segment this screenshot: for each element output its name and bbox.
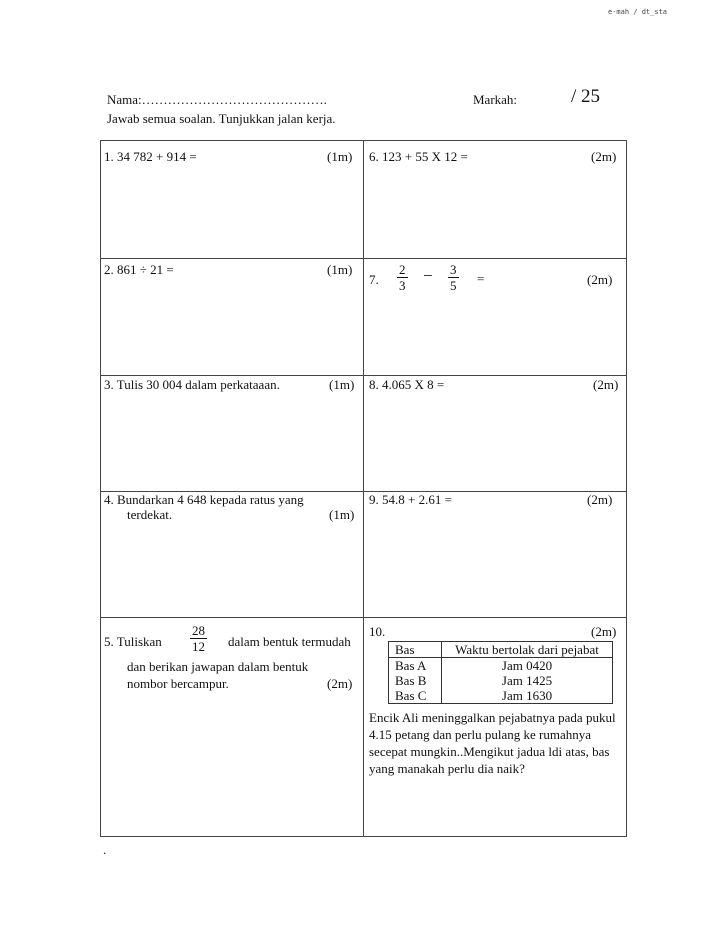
fraction-2-numerator: 3 (450, 262, 457, 277)
q5-fraction-numerator: 28 (192, 623, 205, 638)
markah-label: Markah: (473, 92, 518, 107)
question-4-marks: (1m) (329, 507, 355, 522)
question-1-marks: (1m) (327, 149, 353, 164)
table-cell: Bas A (389, 658, 442, 674)
question-6-marks: (2m) (591, 149, 617, 164)
footer-mark: . (103, 842, 107, 857)
question-7-marks: (2m) (587, 272, 613, 287)
table-header-cell: Bas (389, 642, 442, 658)
table-row (389, 688, 613, 704)
question-7-number: 7. (369, 272, 379, 287)
table-row (389, 658, 613, 674)
table-cell: Jam 1425 (442, 673, 613, 688)
question-7-operator: − (423, 266, 433, 285)
question-5-prefix: 5. Tuliskan (104, 634, 162, 649)
question-9-marks: (2m) (587, 492, 613, 507)
question-5-line-2: dan berikan jawapan dalam bentuk (127, 659, 309, 674)
question-grid (100, 140, 627, 837)
fraction-1-denominator: 3 (399, 278, 406, 293)
row-divider (101, 617, 626, 618)
name-field-line: Nama:……………………………………. (107, 92, 327, 107)
question-8-text: 8. 4.065 X 8 = (369, 377, 445, 392)
question-5-suffix: dalam bentuk termudah (228, 634, 351, 649)
question-6-text: 6. 123 + 55 X 12 = (369, 149, 468, 164)
row-divider (101, 258, 626, 259)
corner-mark: e-mah / dt_sta (608, 8, 668, 16)
question-10-number: 10. (369, 624, 386, 639)
question-3-marks: (1m) (329, 377, 355, 392)
question-7-fraction-2 (448, 262, 459, 293)
instruction-text: Jawab semua soalan. Tunjukkan jalan kerja. (107, 111, 336, 126)
fraction-1-numerator: 2 (399, 262, 406, 277)
markah-score: / 25 (571, 86, 601, 107)
column-divider (363, 141, 364, 836)
fraction-2-denominator: 5 (450, 278, 457, 293)
q5-fraction-denominator: 12 (192, 639, 205, 654)
bus-schedule-table (388, 641, 613, 704)
question-9-text: 9. 54.8 + 2.61 = (369, 492, 452, 507)
question-10-marks: (2m) (591, 624, 617, 639)
table-cell: Jam 1630 (442, 688, 613, 704)
table-cell: Jam 0420 (442, 658, 613, 674)
table-cell: Bas B (389, 673, 442, 688)
question-4-line-2: terdekat. (127, 507, 173, 522)
question-8-marks: (2m) (593, 377, 619, 392)
table-row (389, 673, 613, 688)
table-header-cell: Waktu bertolak dari pejabat (442, 642, 613, 658)
table-cell: Bas C (389, 688, 442, 704)
question-5-line-3: nombor bercampur. (127, 676, 229, 691)
question-2-text: 2. 861 ÷ 21 = (104, 262, 174, 277)
question-5-fraction (190, 623, 207, 654)
question-10-paragraph: Encik Ali meninggalkan pejabatnya pada pukul 4.15 petang dan perlu pulang ke rumahnya secepat mungkin..Mengikut jadua ldi atas, bas yang manakah perlu dia naik? (369, 710, 616, 776)
question-5-marks: (2m) (327, 676, 353, 691)
question-7-equals: = (477, 271, 485, 286)
question-4-line-1: 4. Bundarkan 4 648 kepada ratus yang (104, 492, 304, 507)
question-2-marks: (1m) (327, 262, 353, 277)
row-divider (101, 375, 626, 376)
table-header-row (389, 642, 613, 658)
question-7-fraction-1 (397, 262, 408, 293)
question-1-text: 1. 34 782 + 914 = (104, 149, 197, 164)
question-3-text: 3. Tulis 30 004 dalam perkataaan. (104, 377, 280, 392)
